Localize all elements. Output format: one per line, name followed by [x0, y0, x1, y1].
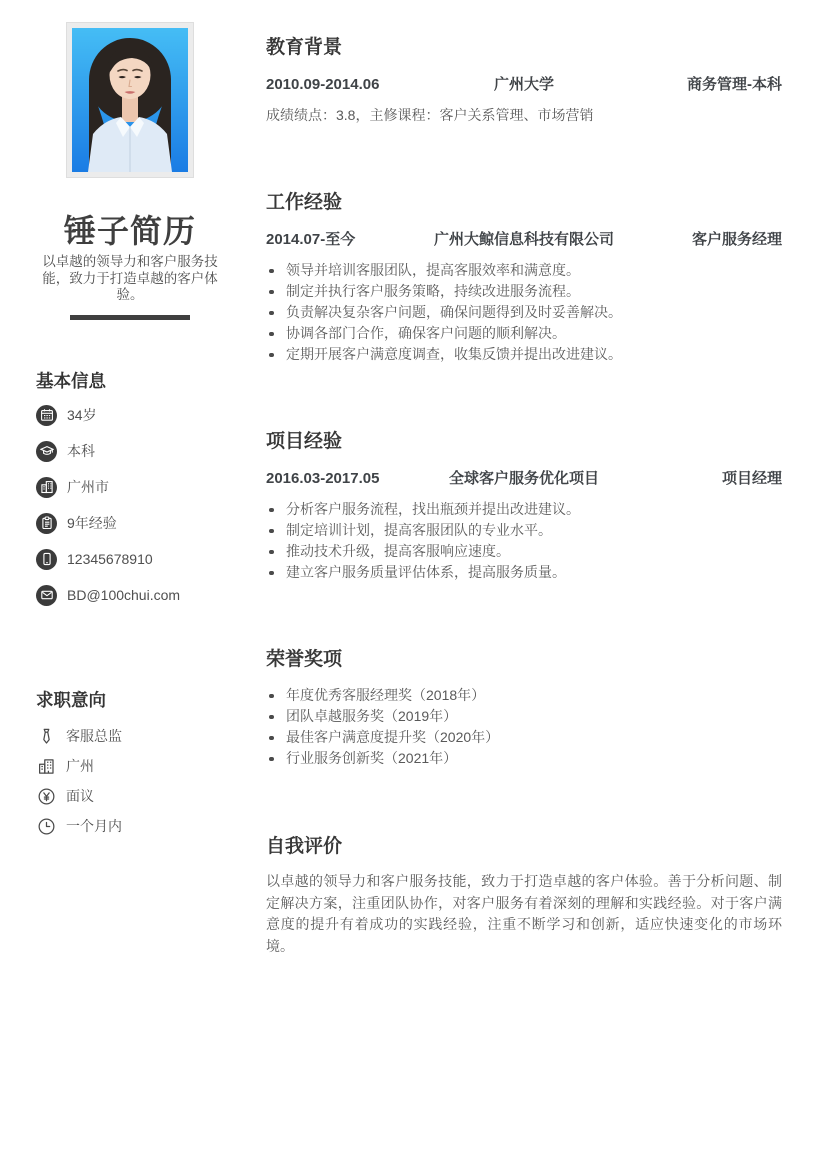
project-bullet: 推动技术升级，提高客服响应速度。 — [266, 541, 782, 562]
tagline: 以卓越的领导力和客户服务技能，致力于打造卓越的客户体验。 — [42, 254, 218, 302]
honor-bullet: 行业服务创新奖（2021年） — [266, 748, 782, 769]
target-city-value: 广州 — [66, 758, 94, 774]
education-detail: 成绩绩点：3.8，主修课程：客户关系管理、市场营销 — [266, 107, 594, 123]
work-bullet: 制定并执行客户服务策略，持续改进服务流程。 — [266, 281, 782, 302]
education-school: 广州大学 — [493, 76, 554, 93]
age-value: 34岁 — [67, 407, 97, 423]
honors-title: 荣誉奖项 — [266, 649, 343, 670]
education-title: 教育背景 — [266, 37, 343, 58]
section-self-evaluation — [266, 835, 782, 957]
self-evaluation-title: 自我评价 — [266, 836, 343, 857]
work-company: 广州大鲸信息科技有限公司 — [433, 231, 614, 248]
office-building-icon — [36, 756, 57, 777]
project-meta-row — [266, 469, 782, 489]
section-work-experience — [266, 191, 782, 365]
project-name: 全球客户服务优化项目 — [448, 470, 599, 487]
work-period: 2014.07-至今 — [266, 231, 356, 248]
availability-value: 一个月内 — [66, 818, 122, 834]
list-item — [36, 815, 224, 837]
phone-icon — [36, 549, 57, 570]
project-bullet-list — [266, 499, 782, 583]
self-evaluation-text: 以卓越的领导力和客户服务技能，致力于打造卓越的客户体验。善于分析问题、制定解决方案，注重团队协作，对客户服务有着深刻的理解和实践经验。对于客户满意度的提升有着成功的实践经验，注重不断学习和创新，适应快速变化的市场环境。 — [266, 873, 782, 954]
list-item — [36, 404, 224, 426]
education-meta-row — [266, 75, 782, 95]
list-item — [36, 548, 224, 570]
work-bullet-list — [266, 260, 782, 365]
work-bullet: 负责解决复杂客户问题，确保问题得到及时妥善解决。 — [266, 302, 782, 323]
main-content — [266, 0, 782, 1160]
list-item — [36, 785, 224, 807]
project-bullet: 建立客户服务质量评估体系，提高服务质量。 — [266, 562, 782, 583]
name-divider — [70, 315, 190, 320]
city-value: 广州市 — [67, 479, 109, 495]
project-bullet: 分析客户服务流程，找出瓶颈并提出改进建议。 — [266, 499, 782, 520]
graduation-cap-icon — [36, 441, 57, 462]
email-icon — [36, 585, 57, 606]
phone-value: 12345678910 — [67, 551, 153, 567]
calendar-icon — [36, 405, 57, 426]
project-period: 2016.03-2017.05 — [266, 470, 380, 487]
education-period: 2010.09-2014.06 — [266, 76, 380, 93]
sidebar — [36, 0, 224, 1160]
section-project-experience — [266, 430, 782, 583]
list-item — [36, 755, 224, 777]
work-title: 工作经验 — [266, 192, 343, 213]
clipboard-icon — [36, 513, 57, 534]
salary-value: 面议 — [66, 788, 94, 804]
section-education — [266, 36, 782, 126]
basic-info-title: 基本信息 — [36, 371, 106, 391]
list-item — [36, 512, 224, 534]
resume-title: 锤子简历 — [63, 213, 196, 249]
salary-yen-icon — [36, 786, 57, 807]
honors-bullet-list — [266, 685, 782, 769]
section-honors — [266, 648, 782, 769]
target-role-value: 客服总监 — [66, 728, 122, 744]
work-meta-row — [266, 230, 782, 250]
work-bullet: 协调各部门合作，确保客户问题的顺利解决。 — [266, 323, 782, 344]
list-item — [36, 440, 224, 462]
clock-icon — [36, 816, 57, 837]
list-item — [36, 584, 224, 606]
list-item — [36, 725, 224, 747]
basic-info-list — [36, 404, 224, 620]
email-value: BD@100chui.com — [67, 587, 181, 603]
work-role: 客户服务经理 — [691, 231, 782, 248]
degree-value: 本科 — [67, 443, 95, 459]
job-intention-list — [36, 725, 224, 845]
experience-value: 9年经验 — [67, 515, 117, 531]
honor-bullet: 团队卓越服务奖（2019年） — [266, 706, 782, 727]
portrait-illustration — [72, 28, 188, 172]
work-bullet: 定期开展客户满意度调查，收集反馈并提出改进建议。 — [266, 344, 782, 365]
honor-bullet: 最佳客户满意度提升奖（2020年） — [266, 727, 782, 748]
honor-bullet: 年度优秀客服经理奖（2018年） — [266, 685, 782, 706]
project-bullet: 制定培训计划，提高客服团队的专业水平。 — [266, 520, 782, 541]
profile-photo — [66, 22, 194, 178]
job-intention-title: 求职意向 — [36, 690, 106, 710]
building-icon — [36, 477, 57, 498]
work-bullet: 领导并培训客服团队，提高客服效率和满意度。 — [266, 260, 782, 281]
education-degree: 商务管理-本科 — [687, 76, 782, 93]
project-title: 项目经验 — [266, 431, 343, 452]
tie-icon — [36, 726, 57, 747]
project-role: 项目经理 — [721, 470, 782, 487]
list-item — [36, 476, 224, 498]
